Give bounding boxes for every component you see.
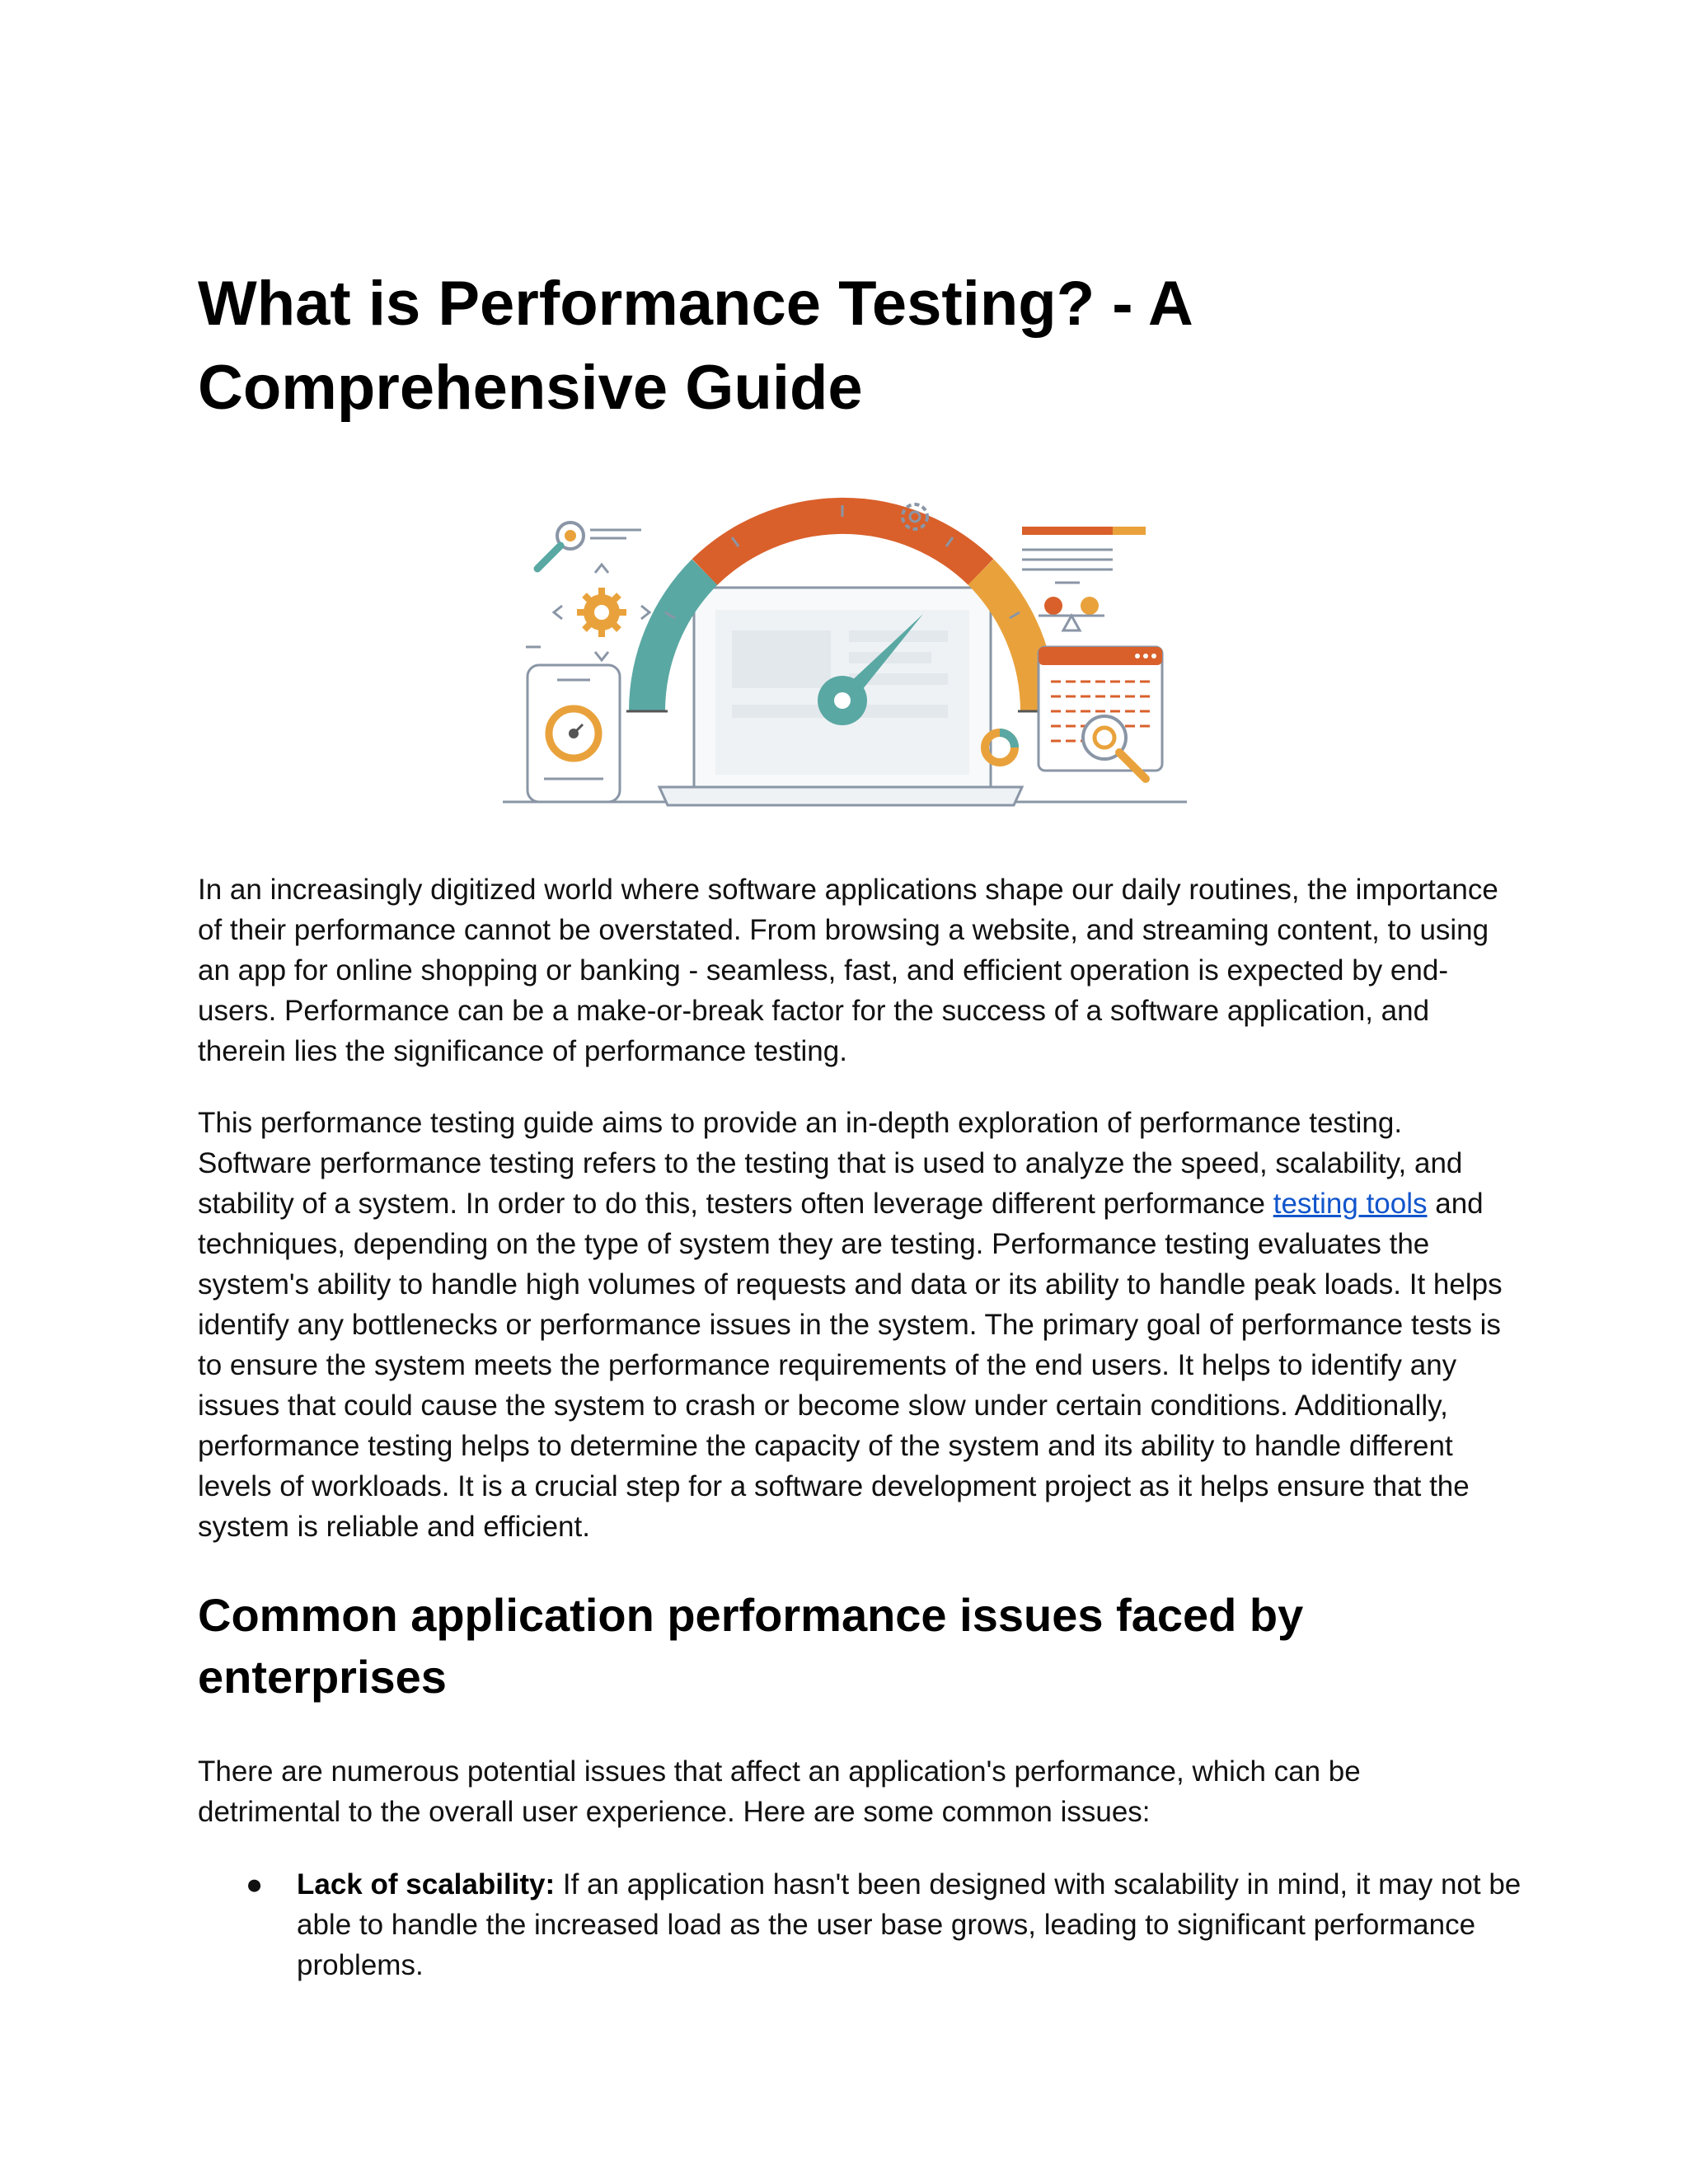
list-item [198,1864,1533,1985]
page-title: What is Performance Testing? - A Comprehensive Guide [198,269,1191,423]
bullet-icon: ● [246,1868,264,1900]
issue-label: Lack of scalability: [297,1868,556,1900]
section-heading: Common application performance issues faced by enterprises [198,1589,1304,1703]
intro-paragraph: In an increasingly digitized world where software applications shape our daily routines, the importance of their performance cannot be overstated. From browsing a website, and streaming content, to using an app for online shopping or banking - seamless, fast, and efficient operation is expected by end-users. Performance can be a make-or-break factor for the success of a software application, and therein lies the significance of performance testing. [198,874,1498,1067]
speedometer-illustration [503,490,1187,820]
testing-tools-link[interactable]: testing tools [1273,1188,1428,1220]
guide-paragraph-after-link: and techniques, depending on the type of system they are testing. Performance testing evaluates the system's ability to handle high volumes of requests and data or its ability to handle peak loads. It helps identify any bottlenecks or performance issues in the system. The primary goal of performance tests is to ensure the system meets the performance requirements of the end users. It helps to identify any issues that could cause the system to crash or become slow under certain conditions. Additionally, performance testing helps to determine the capacity of the system and its ability to handle different levels of workloads. It is a crucial step for a software development project as it helps ensure that the system is reliable and efficient. [198,1188,1503,1543]
issues-list [198,1864,1522,1985]
section-intro-paragraph: There are numerous potential issues that affect an application's performance, which can be detrimental to the overall user experience. Here are some common issues: [198,1755,1361,1828]
guide-paragraph-before-link: This performance testing guide aims to provide an in-depth exploration of performance testing. Software performance testing refers to the testing that is used to analyze the speed, scalability, and stability of a system. In order to do this, testers often leverage different performance [198,1107,1463,1220]
issue-text: If an application hasn't been designed with scalability in mind, it may not be able to handle the increased load as the user base grows, leading to significant performance problems. [297,1868,1522,1981]
guide-paragraph [198,1103,1508,1547]
